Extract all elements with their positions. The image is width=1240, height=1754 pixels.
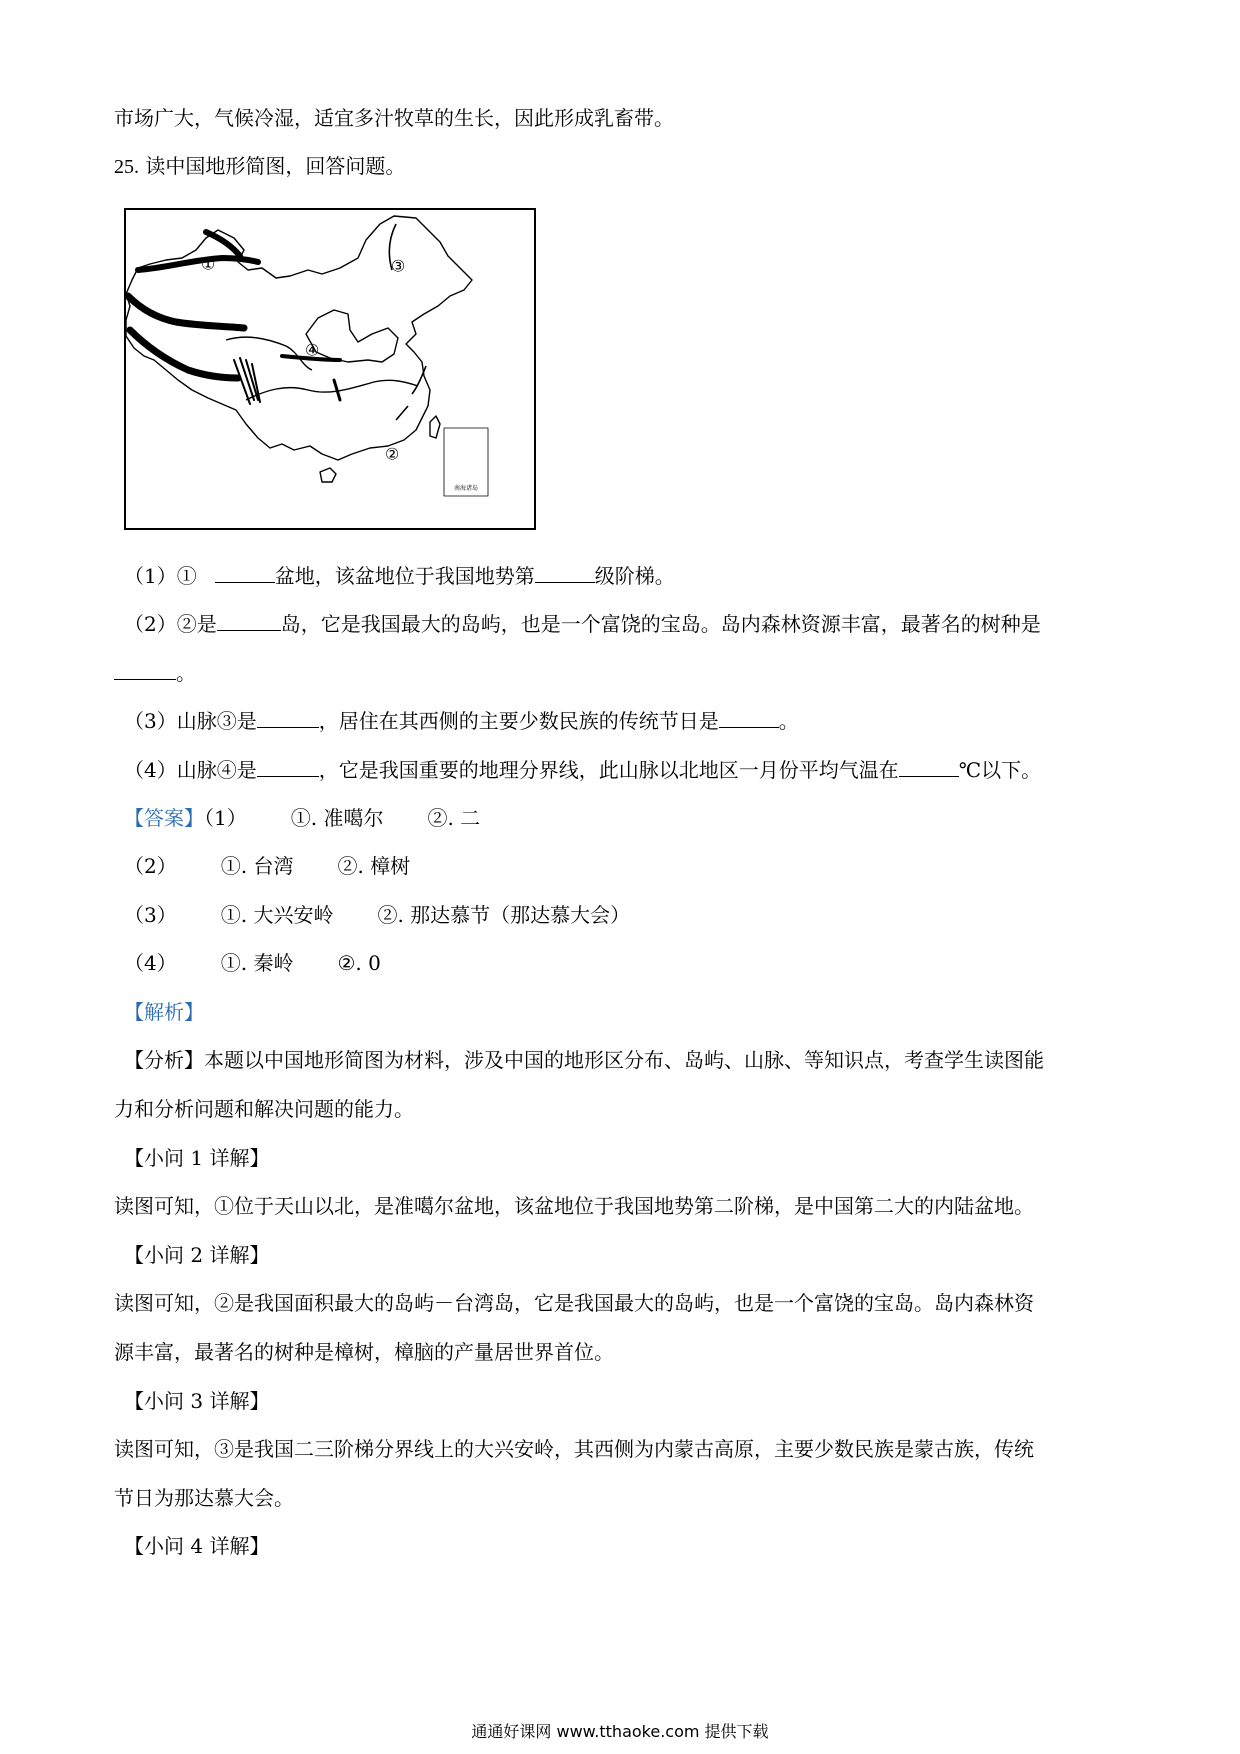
subquestion-1: （1）① 盆地，该盆地位于我国地势第 级阶梯。 — [124, 560, 675, 591]
east-range — [412, 366, 426, 394]
marker-3: ③ — [390, 256, 406, 276]
taiwan-island — [430, 416, 440, 438]
wuyi-range — [396, 406, 408, 420]
sub2-text-2: 源丰富，最著名的树种是樟树，樟脑的产量居世界首位。 — [114, 1340, 614, 1364]
loess-outline — [306, 310, 398, 362]
marker-2: ② — [384, 444, 400, 464]
intro-line: 市场广大，气候冷湿，适宜多汁牧草的生长，因此形成乳畜带。 — [114, 106, 674, 130]
question-text: 读中国地形简图，回答问题。 — [145, 154, 406, 178]
range-altai — [206, 232, 240, 256]
analysis-label: 【解析】 — [124, 1000, 204, 1024]
sub2-text-1: 读图可知，②是我国面积最大的岛屿－台湾岛，它是我国最大的岛屿，也是一个富饶的宝岛。岛内森林资 — [114, 1291, 1034, 1315]
river-yangtze — [246, 380, 418, 400]
analysis-fenxi-2: 力和分析问题和解决问题的能力。 — [114, 1097, 414, 1121]
river-yellow — [226, 337, 312, 370]
answer-label: 【答案】 — [124, 806, 204, 830]
subquestion-2: （2）②是 岛，它是我国最大的岛屿，也是一个富饶的宝岛。岛内森林资源丰富，最著名的树种是 — [124, 608, 1041, 639]
blank-3b[interactable] — [719, 705, 779, 728]
subquestion-4: （4）山脉④是 ，它是我国重要的地理分界线，此山脉以北地区一月份平均气温在 ℃以下。 — [124, 754, 1041, 785]
sub1-title: 【小问 1 详解】 — [124, 1146, 270, 1170]
marker-1: ① — [200, 254, 216, 274]
blank-2b[interactable] — [114, 657, 176, 680]
answer-row-2: （2） ①. 台湾 ②. 樟树 — [124, 854, 411, 878]
blank-1a[interactable] — [215, 560, 275, 583]
china-outline — [126, 216, 472, 460]
china-terrain-map — [124, 208, 536, 530]
blank-1b[interactable] — [535, 560, 595, 583]
question-number: 25. — [114, 156, 139, 178]
sub3-text-1: 读图可知，③是我国二三阶梯分界线上的大兴安岭，其西侧为内蒙古高原，主要少数民族是蒙古族，传统 — [114, 1437, 1034, 1461]
sub4-title: 【小问 4 详解】 — [124, 1534, 270, 1558]
subquestion-3: （3）山脉③是 ，居住在其西侧的主要少数民族的传统节日是 。 — [124, 705, 799, 736]
sub3-text-2: 节日为那达慕大会。 — [114, 1486, 294, 1510]
sub2-title: 【小问 2 详解】 — [124, 1243, 270, 1267]
hainan-island — [320, 468, 336, 482]
blank-4b[interactable] — [899, 754, 959, 777]
inset-caption: 南海诸岛 — [453, 485, 479, 492]
map-drawing — [126, 210, 534, 528]
range-kunlun — [128, 296, 244, 328]
sub1-text: 读图可知，①位于天山以北，是准噶尔盆地，该盆地位于我国地势第二阶梯，是中国第二大的内陆盆地。 — [114, 1194, 1034, 1218]
answer-row-4: （4） ①. 秦岭 ②. 0 — [124, 951, 381, 975]
answer-row-1: 【答案】（1） ①. 准噶尔 ②. 二 — [124, 806, 481, 830]
blank-3a[interactable] — [257, 705, 319, 728]
marker-4: ④ — [304, 340, 320, 360]
range-mid — [334, 380, 340, 400]
blank-2a[interactable] — [217, 608, 281, 631]
sub3-title: 【小问 3 详解】 — [124, 1389, 270, 1413]
page-footer[interactable]: 通通好课网 www.tthaoke.com 提供下载 — [471, 1722, 769, 1741]
analysis-fenxi-1: 【分析】本题以中国地形简图为材料，涉及中国的地形区分布、岛屿、山脉、等知识点，考查学生读图能 — [124, 1048, 1044, 1072]
blank-4a[interactable] — [257, 754, 319, 777]
answer-row-3: （3） ①. 大兴安岭 ②. 那达慕节（那达慕大会） — [124, 903, 631, 927]
range-himalaya — [130, 330, 238, 378]
subquestion-2-cont: 。 — [114, 657, 196, 688]
question-stem — [114, 151, 405, 182]
